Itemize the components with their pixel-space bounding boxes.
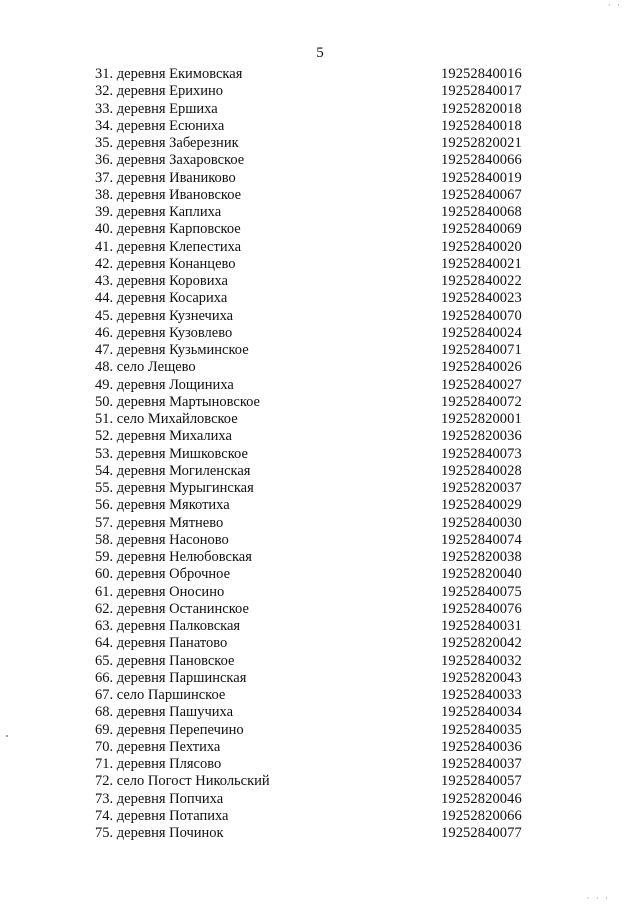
list-item <box>95 773 535 790</box>
list-item <box>95 273 535 290</box>
list-item <box>95 791 535 808</box>
settlement-name: 36. деревня Захаровское <box>95 152 245 169</box>
settlement-code: 19252840072 <box>441 393 522 410</box>
settlement-name: 44. деревня Косариха <box>95 290 228 307</box>
list-item <box>95 187 535 204</box>
settlement-name: 43. деревня Коровиха <box>95 273 228 289</box>
list-item <box>95 359 535 376</box>
list-item <box>95 152 535 169</box>
settlement-name: 61. деревня Оносино <box>95 583 225 600</box>
settlement-code: 19252840071 <box>441 342 522 358</box>
list-item <box>95 394 535 411</box>
settlement-code: 19252840067 <box>441 186 522 203</box>
settlement-name: 72. село Погост Никольский <box>95 773 270 790</box>
list-item <box>95 325 535 342</box>
list-item <box>95 256 535 273</box>
settlement-code: 19252840031 <box>441 618 522 634</box>
settlement-name: 42. деревня Конанцево <box>95 255 236 272</box>
list-item <box>95 601 535 618</box>
list-item <box>95 704 535 721</box>
scan-speck-top: · · <box>607 0 622 10</box>
settlement-code: 19252840066 <box>441 152 522 169</box>
list-item <box>95 756 535 773</box>
list-item <box>95 549 535 566</box>
settlement-code: 19252820040 <box>441 566 522 583</box>
settlement-code: 19252840069 <box>441 221 522 238</box>
settlement-name: 68. деревня Пашучиха <box>95 704 234 721</box>
list-item <box>95 722 535 739</box>
settlement-name: 64. деревня Панатово <box>95 635 228 652</box>
settlement-code: 19252840076 <box>441 600 522 617</box>
scan-speck-left <box>6 735 8 737</box>
settlement-name: 57. деревня Мятнево <box>95 514 224 531</box>
settlement-code: 19252840020 <box>441 238 522 255</box>
list-item <box>95 101 535 118</box>
list-item <box>95 446 535 463</box>
settlement-code: 19252840022 <box>441 273 522 289</box>
settlement-name: 74. деревня Потапиха <box>95 807 229 824</box>
settlement-name: 54. деревня Могиленская <box>95 462 251 479</box>
list-item <box>95 825 535 842</box>
list-item <box>95 532 535 549</box>
settlement-code: 19252820001 <box>441 411 522 427</box>
list-item <box>95 135 535 152</box>
settlement-code: 19252840021 <box>441 255 522 272</box>
settlement-name: 52. деревня Михалиха <box>95 428 232 445</box>
settlement-name: 70. деревня Пехтиха <box>95 738 221 755</box>
list-item <box>95 411 535 428</box>
settlement-name: 39. деревня Каплиха <box>95 204 222 220</box>
settlement-name: 34. деревня Есюниха <box>95 117 225 134</box>
list-item <box>95 618 535 635</box>
settlement-code: 19252840023 <box>441 290 522 307</box>
settlement-code: 19252840016 <box>441 66 522 82</box>
settlement-code: 19252820046 <box>441 790 522 807</box>
settlement-name: 63. деревня Палковская <box>95 618 241 634</box>
settlement-name: 69. деревня Перепечино <box>95 721 244 738</box>
list-item <box>95 83 535 100</box>
settlement-name: 45. деревня Кузнечиха <box>95 307 234 324</box>
settlement-code: 19252840068 <box>441 204 522 220</box>
list-item <box>95 480 535 497</box>
list-item <box>95 653 535 670</box>
settlement-list <box>95 66 535 842</box>
list-item <box>95 239 535 256</box>
settlement-code: 19252840057 <box>441 773 522 790</box>
list-item <box>95 670 535 687</box>
settlement-name: 38. деревня Ивановское <box>95 186 242 203</box>
settlement-code: 19252840037 <box>441 756 522 772</box>
list-item <box>95 377 535 394</box>
settlement-code: 19252840030 <box>441 514 522 531</box>
settlement-code: 19252840035 <box>441 721 522 738</box>
settlement-name: 37. деревня Иваниково <box>95 169 236 186</box>
settlement-name: 75. деревня Починок <box>95 825 224 841</box>
settlement-code: 19252840073 <box>441 445 522 462</box>
settlement-code: 19252840033 <box>441 687 522 703</box>
settlement-code: 19252820021 <box>441 135 522 151</box>
settlement-name: 33. деревня Ершиха <box>95 100 218 117</box>
settlement-name: 59. деревня Нелюбовская <box>95 549 252 565</box>
settlement-name: 66. деревня Паршинская <box>95 669 247 686</box>
list-item <box>95 170 535 187</box>
list-item <box>95 428 535 445</box>
list-item <box>95 118 535 135</box>
settlement-name: 40. деревня Карповское <box>95 221 241 238</box>
settlement-name: 73. деревня Попчиха <box>95 790 224 807</box>
settlement-name: 35. деревня Заберезник <box>95 135 239 151</box>
settlement-name: 58. деревня Насоново <box>95 531 229 548</box>
settlement-name: 46. деревня Кузовлево <box>95 324 233 341</box>
settlement-code: 19252840075 <box>441 583 522 600</box>
settlement-code: 19252840034 <box>441 704 522 721</box>
settlement-name: 31. деревня Екимовская <box>95 66 243 82</box>
settlement-code: 19252840026 <box>441 359 522 376</box>
settlement-code: 19252840074 <box>441 531 522 548</box>
settlement-name: 50. деревня Мартыновское <box>95 393 260 410</box>
settlement-code: 19252840032 <box>441 652 522 669</box>
settlement-name: 65. деревня Пановское <box>95 652 235 669</box>
list-item <box>95 497 535 514</box>
settlement-name: 53. деревня Мишковское <box>95 445 248 462</box>
settlement-code: 19252840036 <box>441 738 522 755</box>
settlement-code: 19252840029 <box>441 497 522 514</box>
settlement-name: 41. деревня Клепестиха <box>95 238 242 255</box>
list-item <box>95 566 535 583</box>
page-number: 5 <box>316 45 324 61</box>
settlement-code: 19252840019 <box>441 169 522 186</box>
settlement-name: 55. деревня Мурыгинская <box>95 480 254 496</box>
settlement-name: 62. деревня Останинское <box>95 600 249 617</box>
settlement-code: 19252820036 <box>441 428 522 445</box>
list-item <box>95 584 535 601</box>
settlement-code: 19252840024 <box>441 324 522 341</box>
list-item <box>95 687 535 704</box>
list-item <box>95 515 535 532</box>
settlement-code: 19252820043 <box>441 669 522 686</box>
settlement-code: 19252840077 <box>441 825 522 841</box>
list-item <box>95 66 535 83</box>
settlement-code: 19252840070 <box>441 307 522 324</box>
settlement-code: 19252820038 <box>441 549 522 565</box>
settlement-code: 19252820037 <box>441 480 522 496</box>
list-item <box>95 221 535 238</box>
list-item <box>95 342 535 359</box>
settlement-code: 19252820018 <box>441 100 522 117</box>
scan-speck-bottom: · · · <box>586 893 610 903</box>
settlement-name: 56. деревня Мякотиха <box>95 497 230 514</box>
settlement-code: 19252820042 <box>441 635 522 652</box>
settlement-name: 67. село Паршинское <box>95 687 226 703</box>
settlement-code: 19252820066 <box>441 807 522 824</box>
settlement-name: 60. деревня Оброчное <box>95 566 231 583</box>
settlement-code: 19252840028 <box>441 462 522 479</box>
settlement-code: 19252840017 <box>441 83 522 100</box>
settlement-name: 47. деревня Кузьминское <box>95 342 249 358</box>
list-item <box>95 308 535 325</box>
settlement-name: 49. деревня Лощиниха <box>95 376 234 393</box>
list-item <box>95 635 535 652</box>
settlement-name: 48. село Лещево <box>95 359 196 376</box>
list-item <box>95 463 535 480</box>
settlement-name: 51. село Михайловское <box>95 411 238 427</box>
list-item <box>95 808 535 825</box>
list-item <box>95 204 535 221</box>
settlement-name: 32. деревня Ерихино <box>95 83 224 100</box>
list-item <box>95 739 535 756</box>
settlement-code: 19252840018 <box>441 117 522 134</box>
list-item <box>95 290 535 307</box>
settlement-code: 19252840027 <box>441 376 522 393</box>
settlement-name: 71. деревня Плясово <box>95 756 222 772</box>
